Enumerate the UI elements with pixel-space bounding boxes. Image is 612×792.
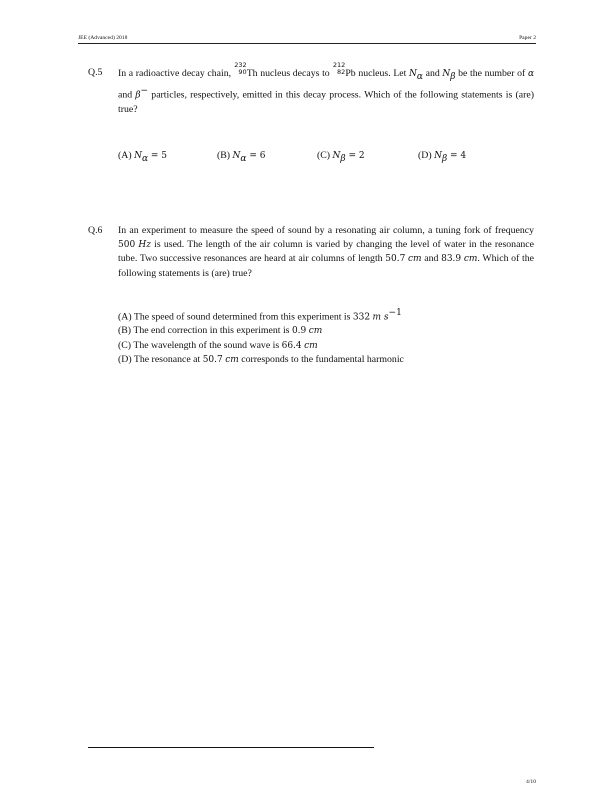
option-a: (A) The speed of sound determined from this experiment is 332 m $s^{-1}$ <box>118 308 402 323</box>
thorium-nucleus: 232 90 <box>234 61 247 76</box>
q6-options <box>118 306 404 367</box>
option-d: (D) $N_\beta = 4$ <box>418 150 467 164</box>
question-number: Q.5 <box>88 67 103 78</box>
option-a: (A) $N_\alpha = 5$ <box>118 150 168 164</box>
exam-title: JEE (Advanced) 2018 <box>78 35 128 41</box>
lead-nucleus: 212 82 <box>332 61 346 76</box>
paper-label: Paper 2 <box>519 35 536 41</box>
question-5 <box>88 61 535 117</box>
option-c: (C) The wavelength of the sound wave is 66.4 cm <box>118 339 318 351</box>
question-text: In a radioactive decay chain, 232 90 Th nucleus decays to 212 82 Pb nucleus. Let $N_\alpha$ and $N_\beta$ be the number of α and β− particles, respectively, emitted in this decay process. Which of the following statements is (are) true? <box>118 61 535 115</box>
header-divider <box>78 43 536 44</box>
footer-divider <box>88 747 374 748</box>
question-number: Q.6 <box>88 225 103 236</box>
option-b: (B) $N_\alpha = 6$ <box>217 150 266 164</box>
option-b: (B) The end correction in this experiment is 0.9 cm <box>118 325 323 337</box>
question-text: In an experiment to measure the speed of sound by a resonating air column, a tuning fork of frequency 500 Hz is used. The length of the air column is varied by changing the level of water in the resonance tube. Two successive resonances are heard at air columns of length 50.7 cm and 83.9 cm. Which of the following statements is (are) true? <box>118 225 535 279</box>
option-c: (C) $N_\beta = 2$ <box>317 150 365 164</box>
page-number: 4/10 <box>526 779 536 785</box>
option-d: (D) The resonance at 50.7 cm corresponds to the fundamental harmonic <box>118 353 404 365</box>
question-6 <box>88 224 534 281</box>
